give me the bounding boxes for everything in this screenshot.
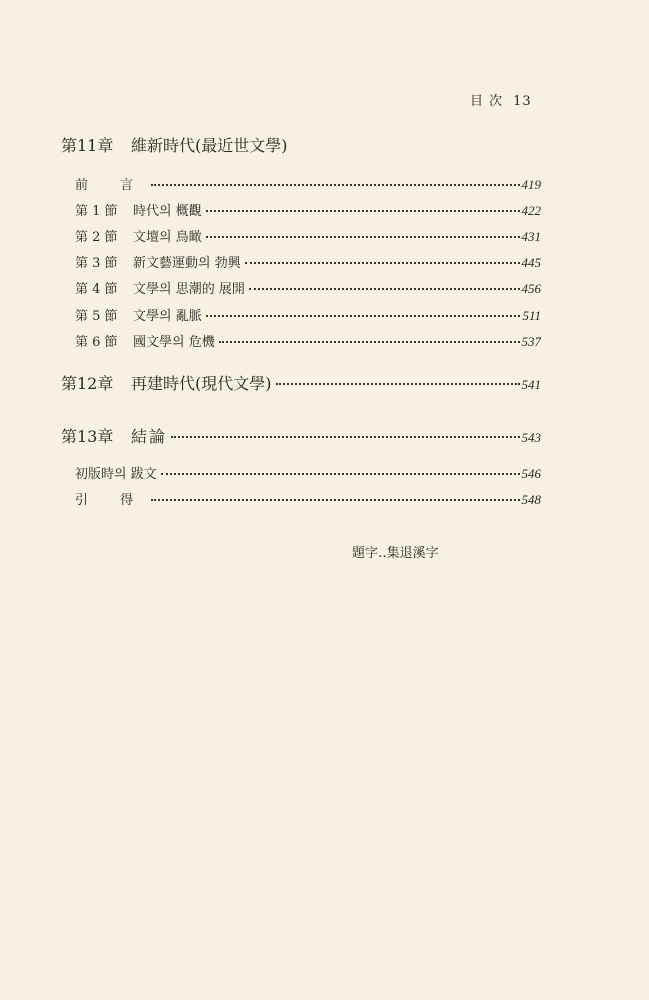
page-reference: 419	[521, 177, 541, 192]
toc-entry-section-2	[75, 226, 541, 245]
section-number: 第 2 節	[75, 230, 118, 245]
dot-leader	[151, 499, 519, 501]
section-title: 文壇의 鳥瞰	[133, 230, 202, 245]
dot-leader	[206, 210, 520, 212]
running-head	[470, 90, 550, 109]
section-title: 文學의 思潮的 展開	[133, 282, 245, 297]
chapter-title: 再建時代(現代文學)	[131, 374, 272, 393]
toc-entry-section-3	[75, 252, 541, 271]
chapter-number: 第13章	[61, 427, 114, 446]
chapter-number: 第12章	[61, 374, 114, 393]
section-title: 新文藝運動의 勃興	[133, 256, 241, 271]
section-number: 第 1 節	[75, 204, 118, 219]
section-title: 引 得	[75, 493, 148, 508]
page-reference: 541	[521, 377, 541, 392]
dot-leader	[249, 288, 520, 290]
page-reference: 511	[522, 308, 541, 323]
dot-leader	[161, 473, 520, 475]
toc-entry-preface	[75, 174, 541, 193]
chapter-title: 維新時代(最近世文學)	[131, 136, 288, 155]
chapter-12-heading	[61, 371, 541, 394]
section-title: 文學의 亂脈	[133, 309, 202, 324]
toc-entry-section-4	[75, 278, 541, 297]
section-number: 第 4 節	[75, 282, 118, 297]
section-title: 初版時의 跋文	[75, 467, 157, 482]
section-number: 第 3 節	[75, 256, 118, 271]
toc-entry-index	[75, 489, 541, 508]
section-number: 第 5 節	[75, 309, 118, 324]
page-reference: 548	[521, 492, 541, 507]
chapter-11-heading	[61, 133, 541, 156]
running-head-title: 目 次	[470, 94, 504, 109]
page-reference: 422	[521, 203, 541, 218]
dot-leader	[219, 341, 520, 343]
page-reference: 456	[521, 281, 541, 296]
dot-leader	[206, 236, 520, 238]
chapter-title: 結論	[131, 427, 168, 446]
chapter-number: 第11章	[61, 136, 114, 155]
page-reference: 445	[521, 255, 541, 270]
section-title: 時代의 概觀	[133, 204, 202, 219]
page-number: 13	[513, 94, 532, 109]
toc-entry-afterword	[75, 463, 541, 482]
dot-leader	[171, 436, 519, 438]
section-title: 國文學의 危機	[133, 335, 215, 350]
title-calligraphy-credit: 題字‥集退溪字	[352, 546, 439, 561]
section-number: 第 6 節	[75, 335, 118, 350]
toc-entry-section-1	[75, 200, 541, 219]
page-reference: 537	[521, 334, 541, 349]
toc-entry-section-6	[75, 331, 541, 350]
dot-leader	[276, 383, 520, 385]
section-title: 前 言	[75, 178, 148, 193]
page-reference: 431	[521, 229, 541, 244]
dot-leader	[151, 184, 519, 186]
dot-leader	[245, 262, 520, 264]
toc-entry-section-5	[75, 305, 541, 324]
page-reference: 543	[521, 430, 541, 445]
page-reference: 546	[521, 466, 541, 481]
chapter-13-heading	[61, 424, 541, 447]
dot-leader	[206, 315, 521, 317]
